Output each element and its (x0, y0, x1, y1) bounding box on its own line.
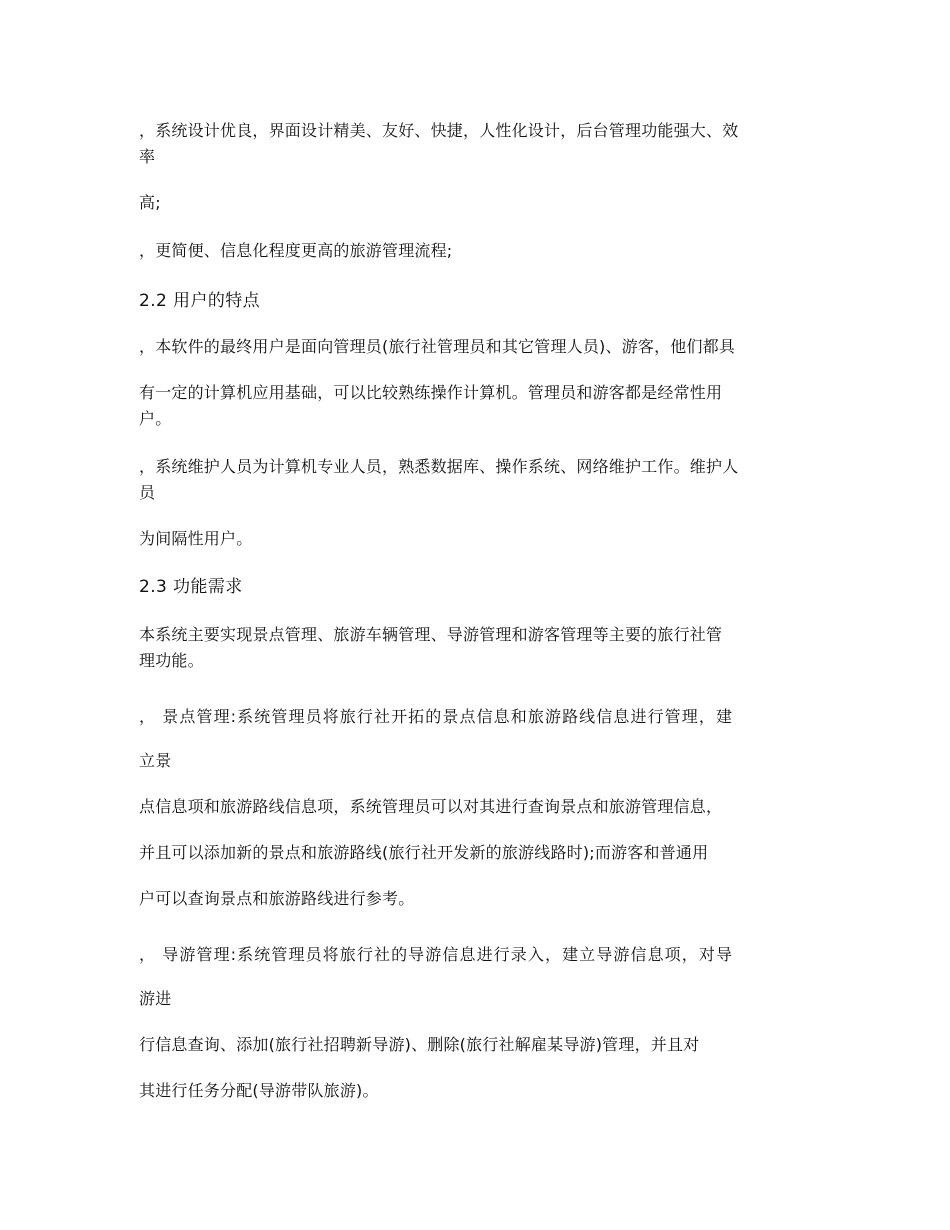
paragraph-line: 户。 (139, 409, 172, 428)
paragraph-line: ，系统设计优良，界面设计精美、友好、快捷，人性化设计，后台管理功能强大、效 (139, 121, 739, 140)
paragraph-line: 行信息查询、添加(旅行社招聘新导游)、删除(旅行社解雇某导游)管理，并且对 (139, 1035, 700, 1054)
paragraph-line: 员 (139, 483, 156, 502)
bullet-item-guides: ， 导游管理:系统管理员将旅行社的导游信息进行录入，建立导游信息项，对导 (139, 945, 734, 964)
paragraph-line: 点信息项和旅游路线信息项，系统管理员可以对其进行查询景点和旅游管理信息， (139, 797, 723, 816)
paragraph-line: 为间隔性用户。 (139, 529, 253, 548)
paragraph-line: 率 (139, 147, 156, 166)
paragraph-line: ，更简便、信息化程度更高的旅游管理流程; (139, 241, 453, 260)
paragraph-line: 立景 (139, 751, 172, 770)
paragraph-line: 理功能。 (139, 651, 204, 670)
section-heading: 2.3 功能需求 (139, 577, 243, 597)
paragraph-line: 并且可以添加新的景点和旅游路线(旅行社开发新的旅游线路时);而游客和普通用 (139, 843, 709, 862)
paragraph-line: 有一定的计算机应用基础，可以比较熟练操作计算机。管理员和游客都是经常性用 (139, 383, 723, 402)
paragraph-line: 高; (139, 193, 161, 212)
bullet-item-attractions: ， 景点管理:系统管理员将旅行社开拓的景点信息和旅游路线信息进行管理，建 (139, 707, 734, 726)
paragraph-line: ，本软件的最终用户是面向管理员(旅行社管理员和其它管理人员)、游客，他们都具 (139, 337, 736, 356)
paragraph-line: 游进 (139, 989, 172, 1008)
section-heading: 2.2 用户的特点 (139, 291, 261, 311)
paragraph-line: 本系统主要实现景点管理、旅游车辆管理、导游管理和游客管理等主要的旅行社管 (139, 625, 723, 644)
paragraph-line: ，系统维护人员为计算机专业人员，熟悉数据库、操作系统、网络维护工作。维护人 (139, 457, 739, 476)
paragraph-line: 户可以查询景点和旅游路线进行参考。 (139, 889, 415, 908)
paragraph-line: 其进行任务分配(导游带队旅游)。 (139, 1081, 379, 1100)
